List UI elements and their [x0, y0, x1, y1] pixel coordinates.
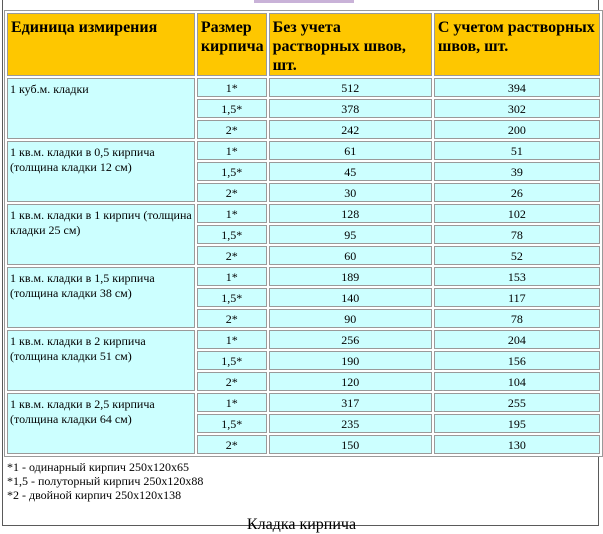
count-without-joints-cell: 512: [269, 78, 432, 97]
footnote: *1,5 - полуторный кирпич 250х120х88: [7, 474, 204, 488]
unit-cell: 1 кв.м. кладки в 1 кирпич (толщина кладки 25 см): [7, 204, 195, 265]
count-without-joints-cell: 120: [269, 372, 432, 391]
brick-size-cell: 1,5*: [197, 162, 267, 181]
count-with-joints-cell: 78: [434, 309, 600, 328]
table-row: [7, 267, 600, 286]
unit-cell: 1 кв.м. кладки в 0,5 кирпича (толщина кладки 12 см): [7, 141, 195, 202]
table-row: [7, 141, 600, 160]
count-with-joints-cell: 255: [434, 393, 600, 412]
brick-size-cell: 2*: [197, 309, 267, 328]
footnotes: [7, 460, 203, 502]
count-with-joints-cell: 26: [434, 183, 600, 202]
count-with-joints-cell: 39: [434, 162, 600, 181]
count-with-joints-cell: 102: [434, 204, 600, 223]
unit-cell: 1 куб.м. кладки: [7, 78, 195, 139]
table-row: [7, 330, 600, 349]
count-without-joints-cell: 190: [269, 351, 432, 370]
count-with-joints-cell: 51: [434, 141, 600, 160]
brick-size-cell: 2*: [197, 435, 267, 454]
count-without-joints-cell: 242: [269, 120, 432, 139]
unit-cell: 1 кв.м. кладки в 1,5 кирпича (толщина кладки 38 см): [7, 267, 195, 328]
unit-cell: 1 кв.м. кладки в 2 кирпича (толщина кладки 51 см): [7, 330, 195, 391]
header-size: Размер кирпича: [197, 13, 267, 76]
brick-size-cell: 1*: [197, 267, 267, 286]
count-without-joints-cell: 317: [269, 393, 432, 412]
brick-size-cell: 2*: [197, 372, 267, 391]
count-without-joints-cell: 90: [269, 309, 432, 328]
footnote: *2 - двойной кирпич 250х120х138: [7, 488, 182, 502]
count-without-joints-cell: 30: [269, 183, 432, 202]
count-with-joints-cell: 130: [434, 435, 600, 454]
count-without-joints-cell: 140: [269, 288, 432, 307]
count-with-joints-cell: 156: [434, 351, 600, 370]
brick-size-cell: 1*: [197, 330, 267, 349]
count-without-joints-cell: 189: [269, 267, 432, 286]
count-with-joints-cell: 302: [434, 99, 600, 118]
brick-size-cell: 1,5*: [197, 99, 267, 118]
header-without-joints: Без учета растворных швов, шт.: [269, 13, 432, 76]
count-without-joints-cell: 60: [269, 246, 432, 265]
table-row: [7, 78, 600, 97]
brick-size-cell: 1*: [197, 393, 267, 412]
count-with-joints-cell: 394: [434, 78, 600, 97]
header-row: [7, 13, 600, 76]
table-row: [7, 204, 600, 223]
count-without-joints-cell: 61: [269, 141, 432, 160]
brick-size-cell: 1*: [197, 78, 267, 97]
count-with-joints-cell: 195: [434, 414, 600, 433]
brick-size-cell: 1,5*: [197, 351, 267, 370]
brick-size-cell: 1*: [197, 204, 267, 223]
footnote: *1 - одинарный кирпич 250х120х65: [7, 460, 189, 474]
count-with-joints-cell: 78: [434, 225, 600, 244]
brick-count-table: [4, 10, 603, 457]
brick-size-cell: 2*: [197, 120, 267, 139]
count-without-joints-cell: 256: [269, 330, 432, 349]
brick-size-cell: 1,5*: [197, 414, 267, 433]
header-with-joints: С учетом растворных швов, шт.: [434, 13, 600, 76]
count-with-joints-cell: 153: [434, 267, 600, 286]
brick-size-cell: 1*: [197, 141, 267, 160]
top-decor-strip: [254, 0, 354, 3]
count-without-joints-cell: 378: [269, 99, 432, 118]
count-with-joints-cell: 200: [434, 120, 600, 139]
count-without-joints-cell: 128: [269, 204, 432, 223]
count-with-joints-cell: 204: [434, 330, 600, 349]
brick-size-cell: 2*: [197, 183, 267, 202]
count-with-joints-cell: 52: [434, 246, 600, 265]
caption-title: Кладка кирпича: [246, 516, 357, 533]
count-without-joints-cell: 235: [269, 414, 432, 433]
table-row: [7, 393, 600, 412]
count-with-joints-cell: 117: [434, 288, 600, 307]
count-without-joints-cell: 95: [269, 225, 432, 244]
brick-size-cell: 2*: [197, 246, 267, 265]
count-with-joints-cell: 104: [434, 372, 600, 391]
unit-cell: 1 кв.м. кладки в 2,5 кирпича (толщина кладки 64 см): [7, 393, 195, 454]
count-without-joints-cell: 150: [269, 435, 432, 454]
header-unit: Единица измирения: [7, 13, 195, 76]
count-without-joints-cell: 45: [269, 162, 432, 181]
brick-size-cell: 1,5*: [197, 225, 267, 244]
brick-size-cell: 1,5*: [197, 288, 267, 307]
